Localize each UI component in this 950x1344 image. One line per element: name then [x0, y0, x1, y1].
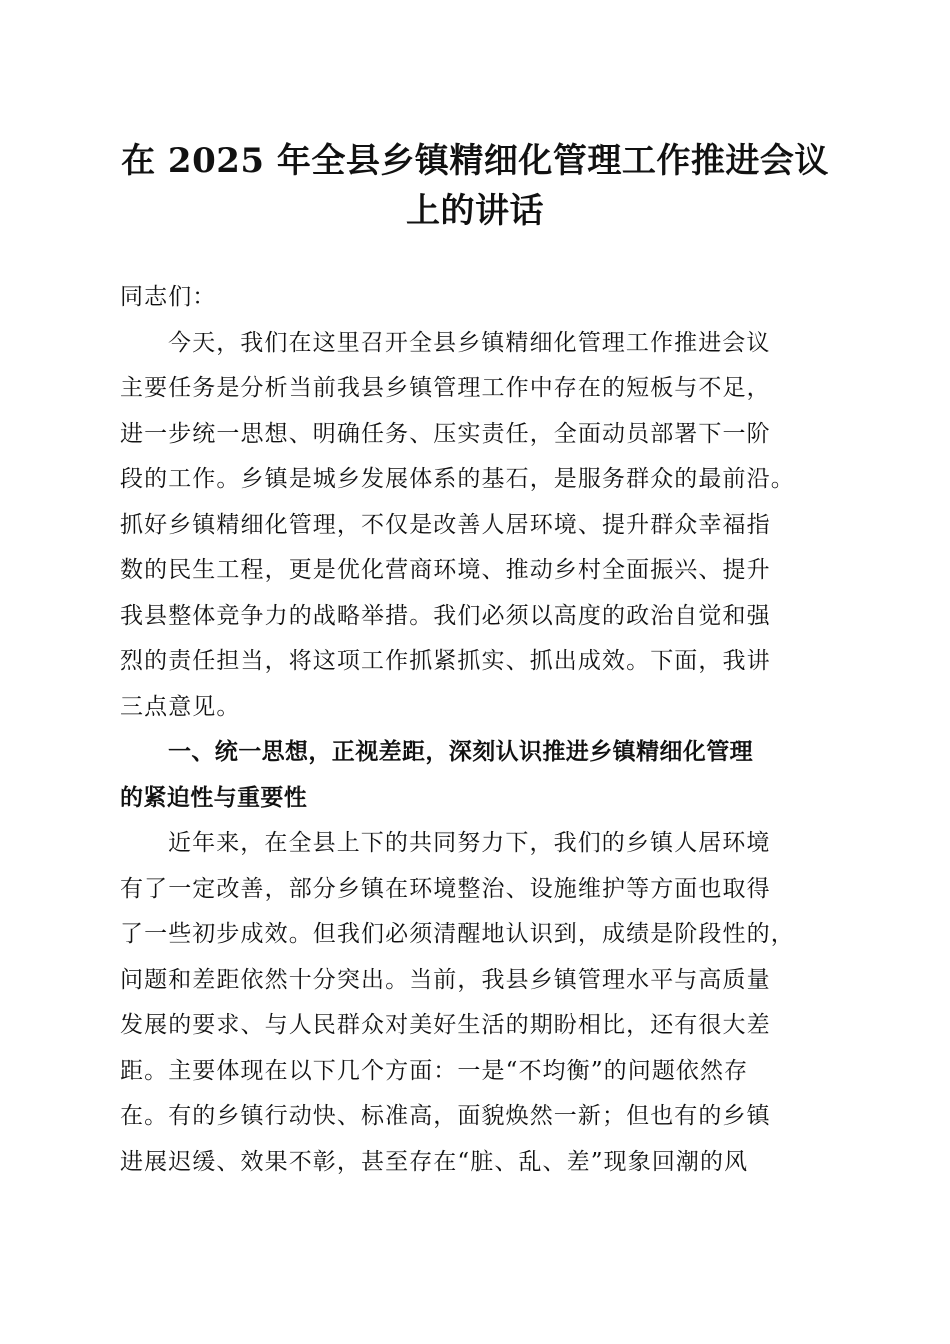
paragraph-intro [120, 321, 845, 731]
document-body [120, 275, 845, 1185]
paragraph-line: 烈的责任担当，将这项工作抓紧抓实、抓出成效。下面，我讲 [120, 648, 771, 674]
document-title [100, 136, 850, 236]
title-line-1: 在 2025 年全县乡镇精细化管理工作推进会议 [121, 141, 829, 181]
paragraph-line: 近年来，在全县上下的共同努力下，我们的乡镇人居环境 [168, 830, 771, 856]
paragraph-line: 进展迟缓、效果不彰，甚至存在“脏、乱、差”现象回潮的风 [120, 1148, 749, 1175]
salutation: 同志们： [120, 284, 217, 310]
paragraph-line: 问题和差距依然十分突出。当前，我县乡镇管理水平与高质量 [120, 966, 771, 993]
paragraph-line: 发展的要求、与人民群众对美好生活的期盼相比，还有很大差 [120, 1012, 771, 1038]
title-line-2: 上的讲话 [406, 191, 544, 231]
heading-line: 一、统一思想，正视差距，深刻认识推进乡镇精细化管理 [168, 739, 753, 765]
paragraph-line: 进一步统一思想、明确任务、压实责任，全面动员部署下一阶 [120, 420, 771, 447]
paragraph-line: 抓好乡镇精细化管理，不仅是改善人居环境、提升群众幸福指 [120, 511, 771, 538]
paragraph-section-1 [120, 821, 845, 1185]
paragraph-line: 主要任务是分析当前我县乡镇管理工作中存在的短板与不足， [120, 375, 771, 401]
paragraph-line: 距。主要体现在以下几个方面：一是“不均衡”的问题依然存 [120, 1057, 749, 1084]
paragraph-line: 在。有的乡镇行动快、标准高，面貌焕然一新；但也有的乡镇 [120, 1103, 771, 1129]
paragraph-line: 了一些初步成效。但我们必须清醒地认识到，成绩是阶段性的， [120, 921, 795, 947]
paragraph-line: 数的民生工程，更是优化营商环境、推动乡村全面振兴、提升 [120, 557, 771, 583]
paragraph-line: 三点意见。 [120, 693, 241, 720]
paragraph-line: 我县整体竞争力的战略举措。我们必须以高度的政治自觉和强 [120, 602, 771, 629]
paragraph-line: 有了一定改善，部分乡镇在环境整治、设施维护等方面也取得 [120, 875, 771, 902]
paragraph-line: 段的工作。乡镇是城乡发展体系的基石，是服务群众的最前沿。 [120, 466, 795, 492]
paragraph-line: 今天，我们在这里召开全县乡镇精细化管理工作推进会议 [168, 329, 771, 356]
section-heading-1 [120, 730, 845, 821]
heading-line: 的紧迫性与重要性 [120, 784, 308, 811]
